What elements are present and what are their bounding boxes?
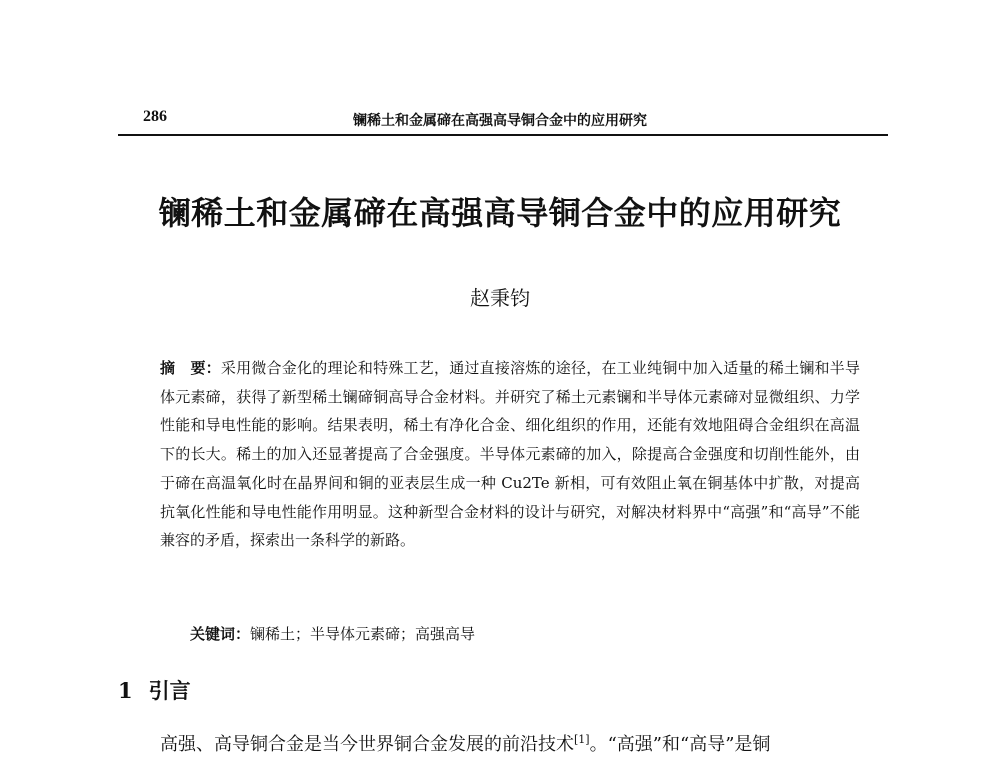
page-number: 286	[143, 108, 167, 125]
paper-title: 镧稀土和金属碲在高强高导铜合金中的应用研究	[158, 194, 842, 232]
keywords-label: 关键词：	[190, 625, 251, 643]
section-title: 引言	[148, 679, 191, 703]
running-title: 镧稀土和金属碲在高强高导铜合金中的应用研究	[353, 113, 647, 129]
body-paragraph	[160, 725, 900, 760]
citation-ref: [1]	[574, 733, 590, 746]
abstract	[160, 354, 860, 555]
keywords	[190, 620, 860, 648]
body-text-continued: 。“高强”和“高导”是铜	[589, 734, 771, 755]
keywords-text: 镧稀土；半导体元素碲；高强高导	[250, 625, 476, 643]
body-text-start: 高强、高导铜合金是当今世界铜合金发展的前沿技术	[160, 734, 574, 755]
header-rule	[118, 134, 888, 136]
section-number: 1	[118, 678, 133, 703]
author: 赵秉钧	[470, 286, 530, 310]
abstract-label: 摘 要：	[160, 359, 221, 377]
section-heading	[118, 675, 191, 705]
abstract-text: 采用微合金化的理论和特殊工艺，通过直接溶炼的途径，在工业纯铜中加入适量的稀土镧和半导体元素碲，获得了新型稀土镧碲铜高导合金材料。并研究了稀土元素镧和半导体元素碲对显微组织、力学性能和导电性能的影响。结果表明，稀土有净化合金、细化组织的作用，还能有效地阻碍合金组织在高温下的长大。稀土的加入还显著提高了合金强度。半导体元素碲的加入，除提高合金强度和切削性能外，由于碲在高温氧化时在晶界间和铜的亚表层生成一种 Cu2Te 新相，可有效阻止氧在铜基体中扩散，对提高抗氧化性能和导电性能作用明显。这种新型合金材料的设计与研究，对解决材料界中“高强”和“高导”不能兼容的矛盾，探索出一条科学的新路。	[160, 359, 860, 550]
